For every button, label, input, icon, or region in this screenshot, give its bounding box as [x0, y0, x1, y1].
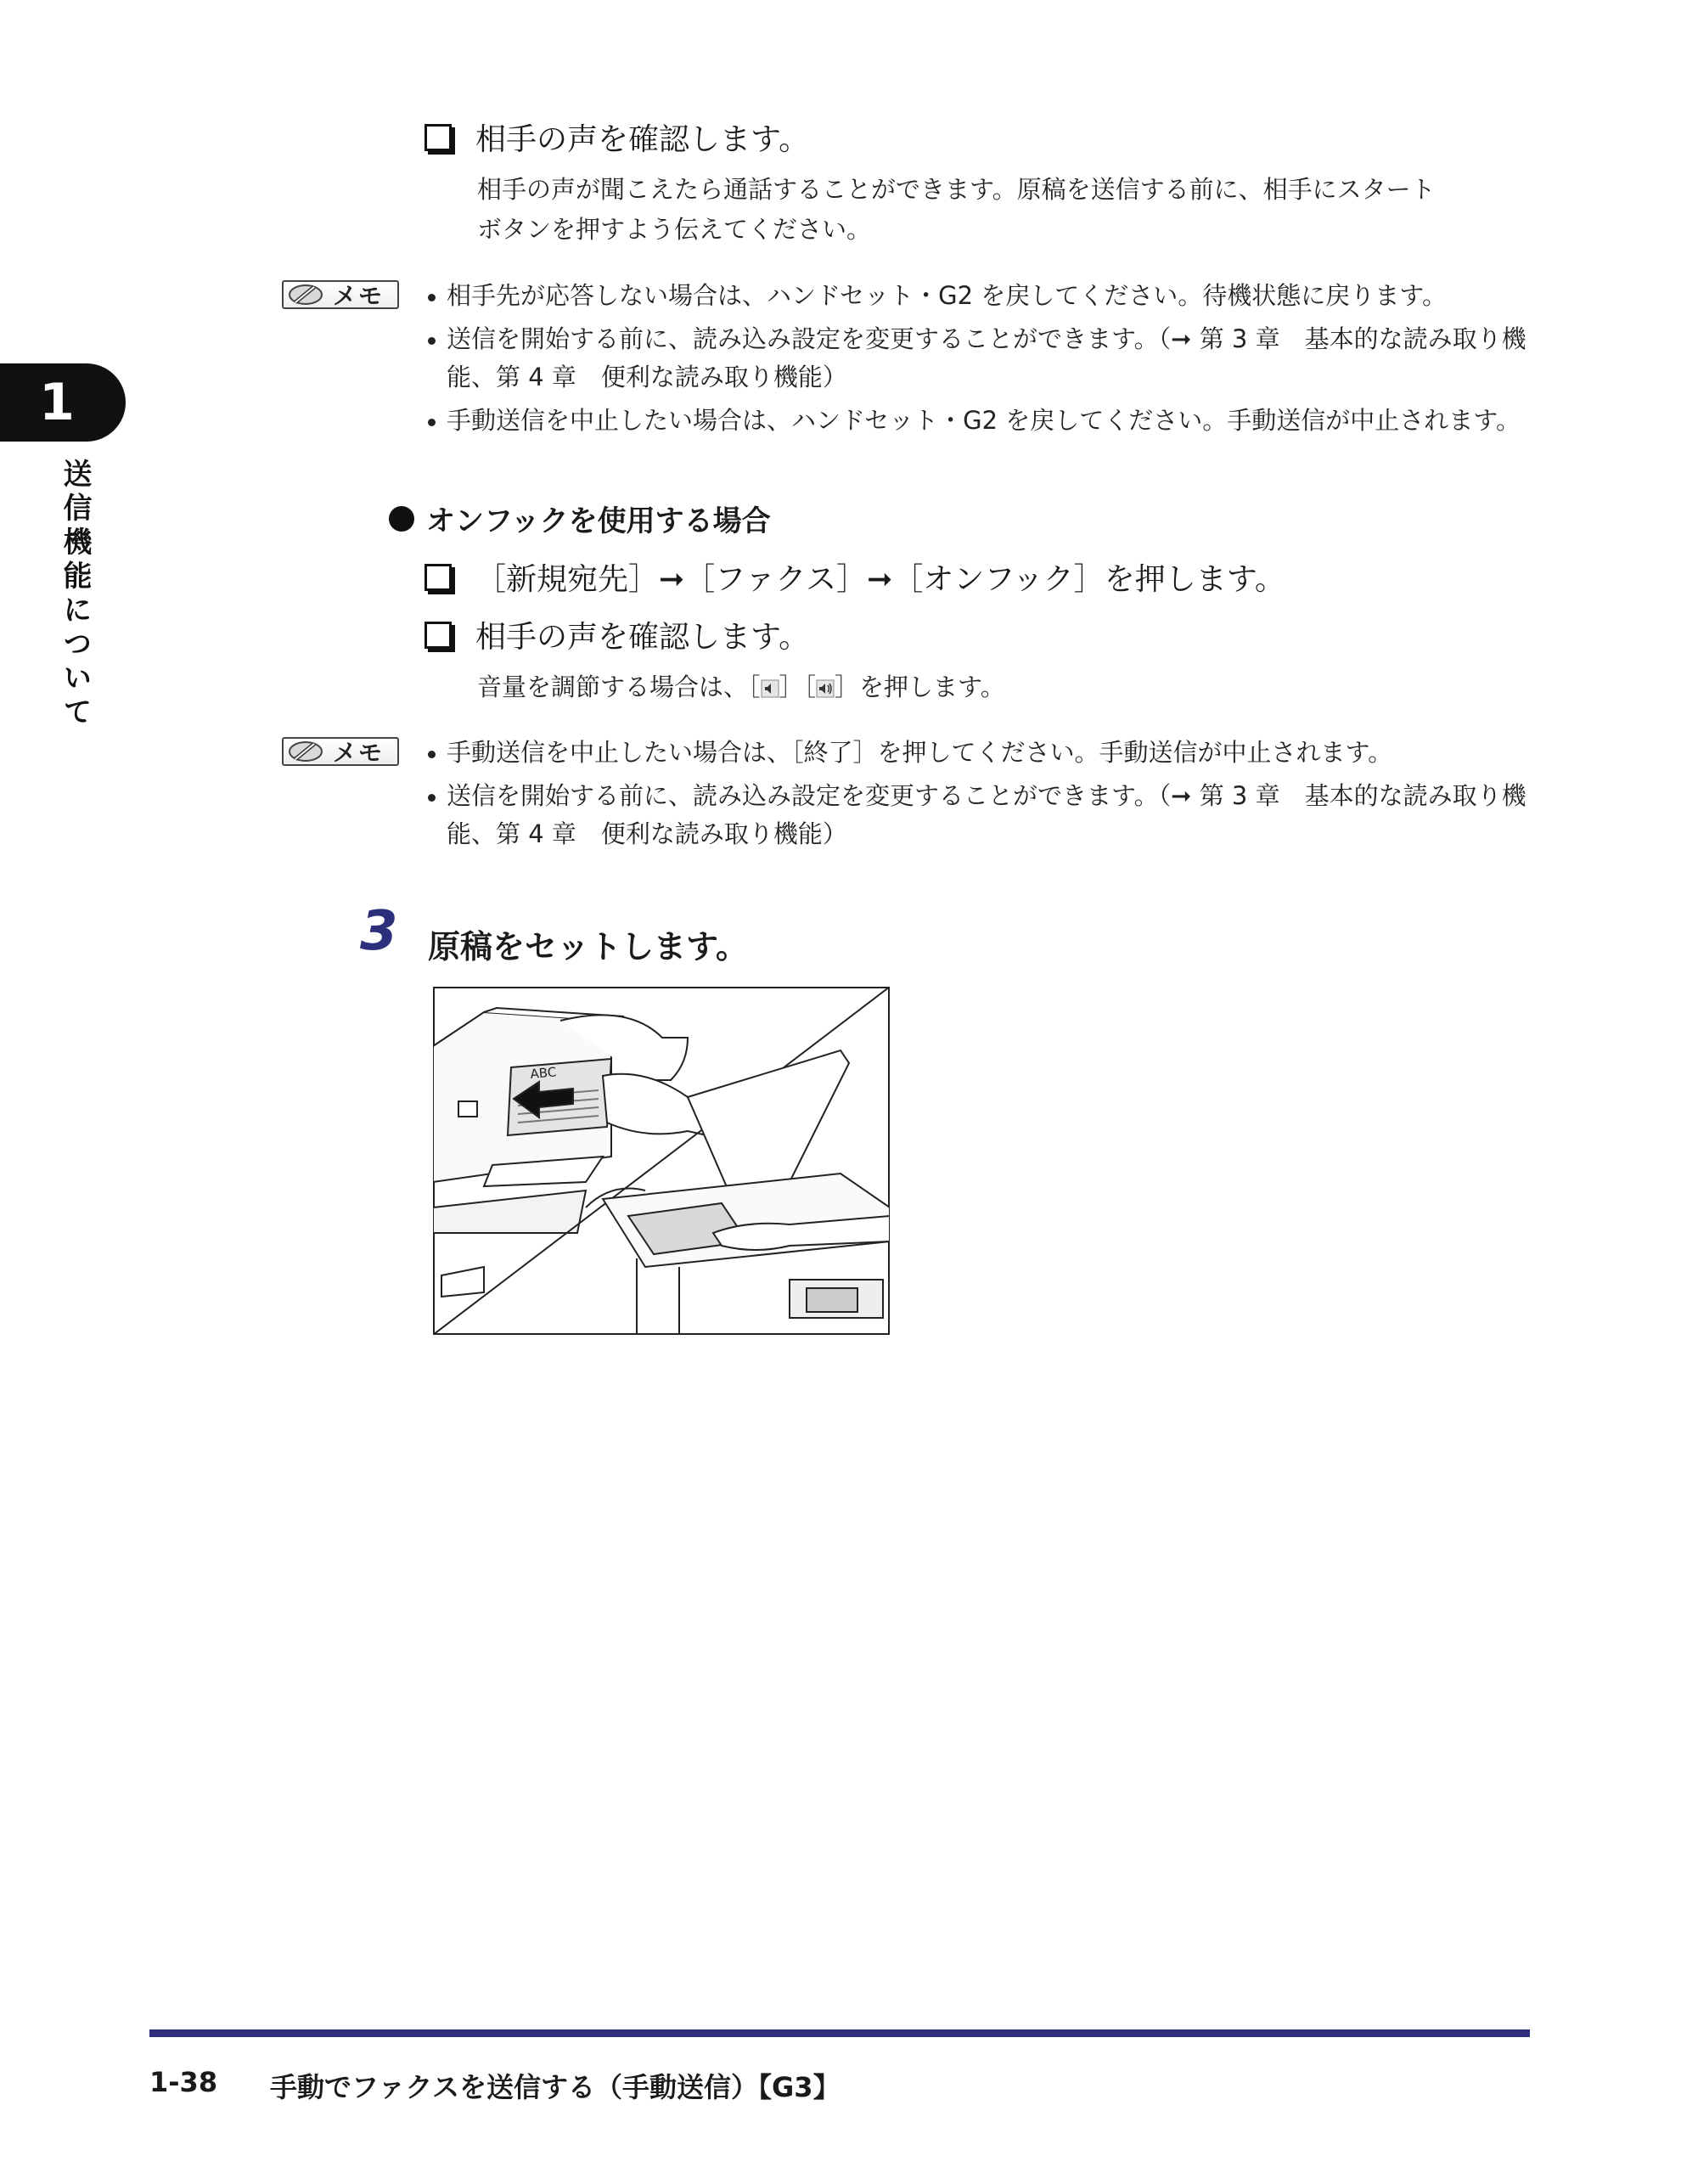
- step-confirm-voice-body: [477, 170, 1530, 250]
- memo-label: メモ: [333, 739, 385, 767]
- volume-text: ］を押します。: [835, 673, 1005, 701]
- speaker-low-icon: [761, 679, 779, 698]
- memo-badge: [282, 737, 399, 766]
- page-number: 1-38: [149, 2066, 218, 2098]
- memo-label: メモ: [333, 282, 385, 310]
- onhook-section-heading: [389, 498, 771, 539]
- checkbox-icon: [424, 622, 452, 649]
- step-press-onhook-text: ［新規宛先］➞［ファクス］➞［オンフック］を押します。: [475, 562, 1285, 597]
- checkbox-icon: [424, 564, 452, 591]
- step-title: 原稿をセットします。: [428, 928, 748, 965]
- memo-item: 送信を開始する前に、読み込み設定を変更することができます。（➞ 第 3 章 基本的な読み取り機能、第 4 章 便利な読み取り機能）: [424, 320, 1537, 397]
- memo-item: 手動送信を中止したい場合は、［終了］を押してください。手動送信が中止されます。: [424, 734, 1537, 772]
- memo-list: [424, 277, 1537, 445]
- step-confirm-voice-2-text: 相手の声を確認します。: [475, 620, 810, 655]
- body-line: ボタンを押すよう伝えてください。: [477, 215, 872, 244]
- volume-text: 音量を調節する場合は、［: [477, 673, 761, 701]
- footer-rule: [149, 2029, 1530, 2037]
- body-line: 相手の声が聞こえたら通話することができます。原稿を送信する前に、相手にスタート: [477, 175, 1436, 204]
- memo-item: 送信を開始する前に、読み込み設定を変更することができます。（➞ 第 3 章 基本的な読み取り機能、第 4 章 便利な読み取り機能）: [424, 777, 1537, 853]
- chapter-side-title: 送信機能について: [58, 459, 92, 730]
- step-confirm-voice-2: [424, 613, 809, 656]
- memo-item: 手動送信を中止したい場合は、ハンドセット・G2 を戻してください。手動送信が中止されます。: [424, 402, 1537, 440]
- set-original-illustration: [433, 987, 890, 1335]
- step-confirm-voice-heading: 相手の声を確認します。: [475, 122, 810, 157]
- pencil-icon: [289, 740, 324, 763]
- onhook-heading-text: オンフックを使用する場合: [426, 504, 771, 538]
- chapter-number: 1: [39, 373, 75, 432]
- memo-item: 相手先が応答しない場合は、ハンドセット・G2 を戻してください。待機状態に戻ります。: [424, 277, 1537, 315]
- memo-badge: [282, 280, 399, 309]
- document-label: ABC: [529, 1064, 557, 1082]
- memo-list: [424, 734, 1537, 858]
- volume-text: ］［: [779, 673, 817, 701]
- volume-instruction: [477, 667, 1005, 707]
- footer-title: 手動でファクスを送信する（手動送信）【G3】: [270, 2071, 841, 2103]
- chapter-tab: [0, 363, 126, 442]
- bullet-icon: [389, 506, 414, 532]
- step-number: 3: [360, 900, 398, 963]
- step-confirm-voice: [424, 115, 809, 159]
- checkbox-icon: [424, 124, 452, 151]
- pencil-icon: [289, 284, 324, 306]
- speaker-high-icon: [816, 679, 835, 698]
- step-press-onhook: [424, 555, 1285, 599]
